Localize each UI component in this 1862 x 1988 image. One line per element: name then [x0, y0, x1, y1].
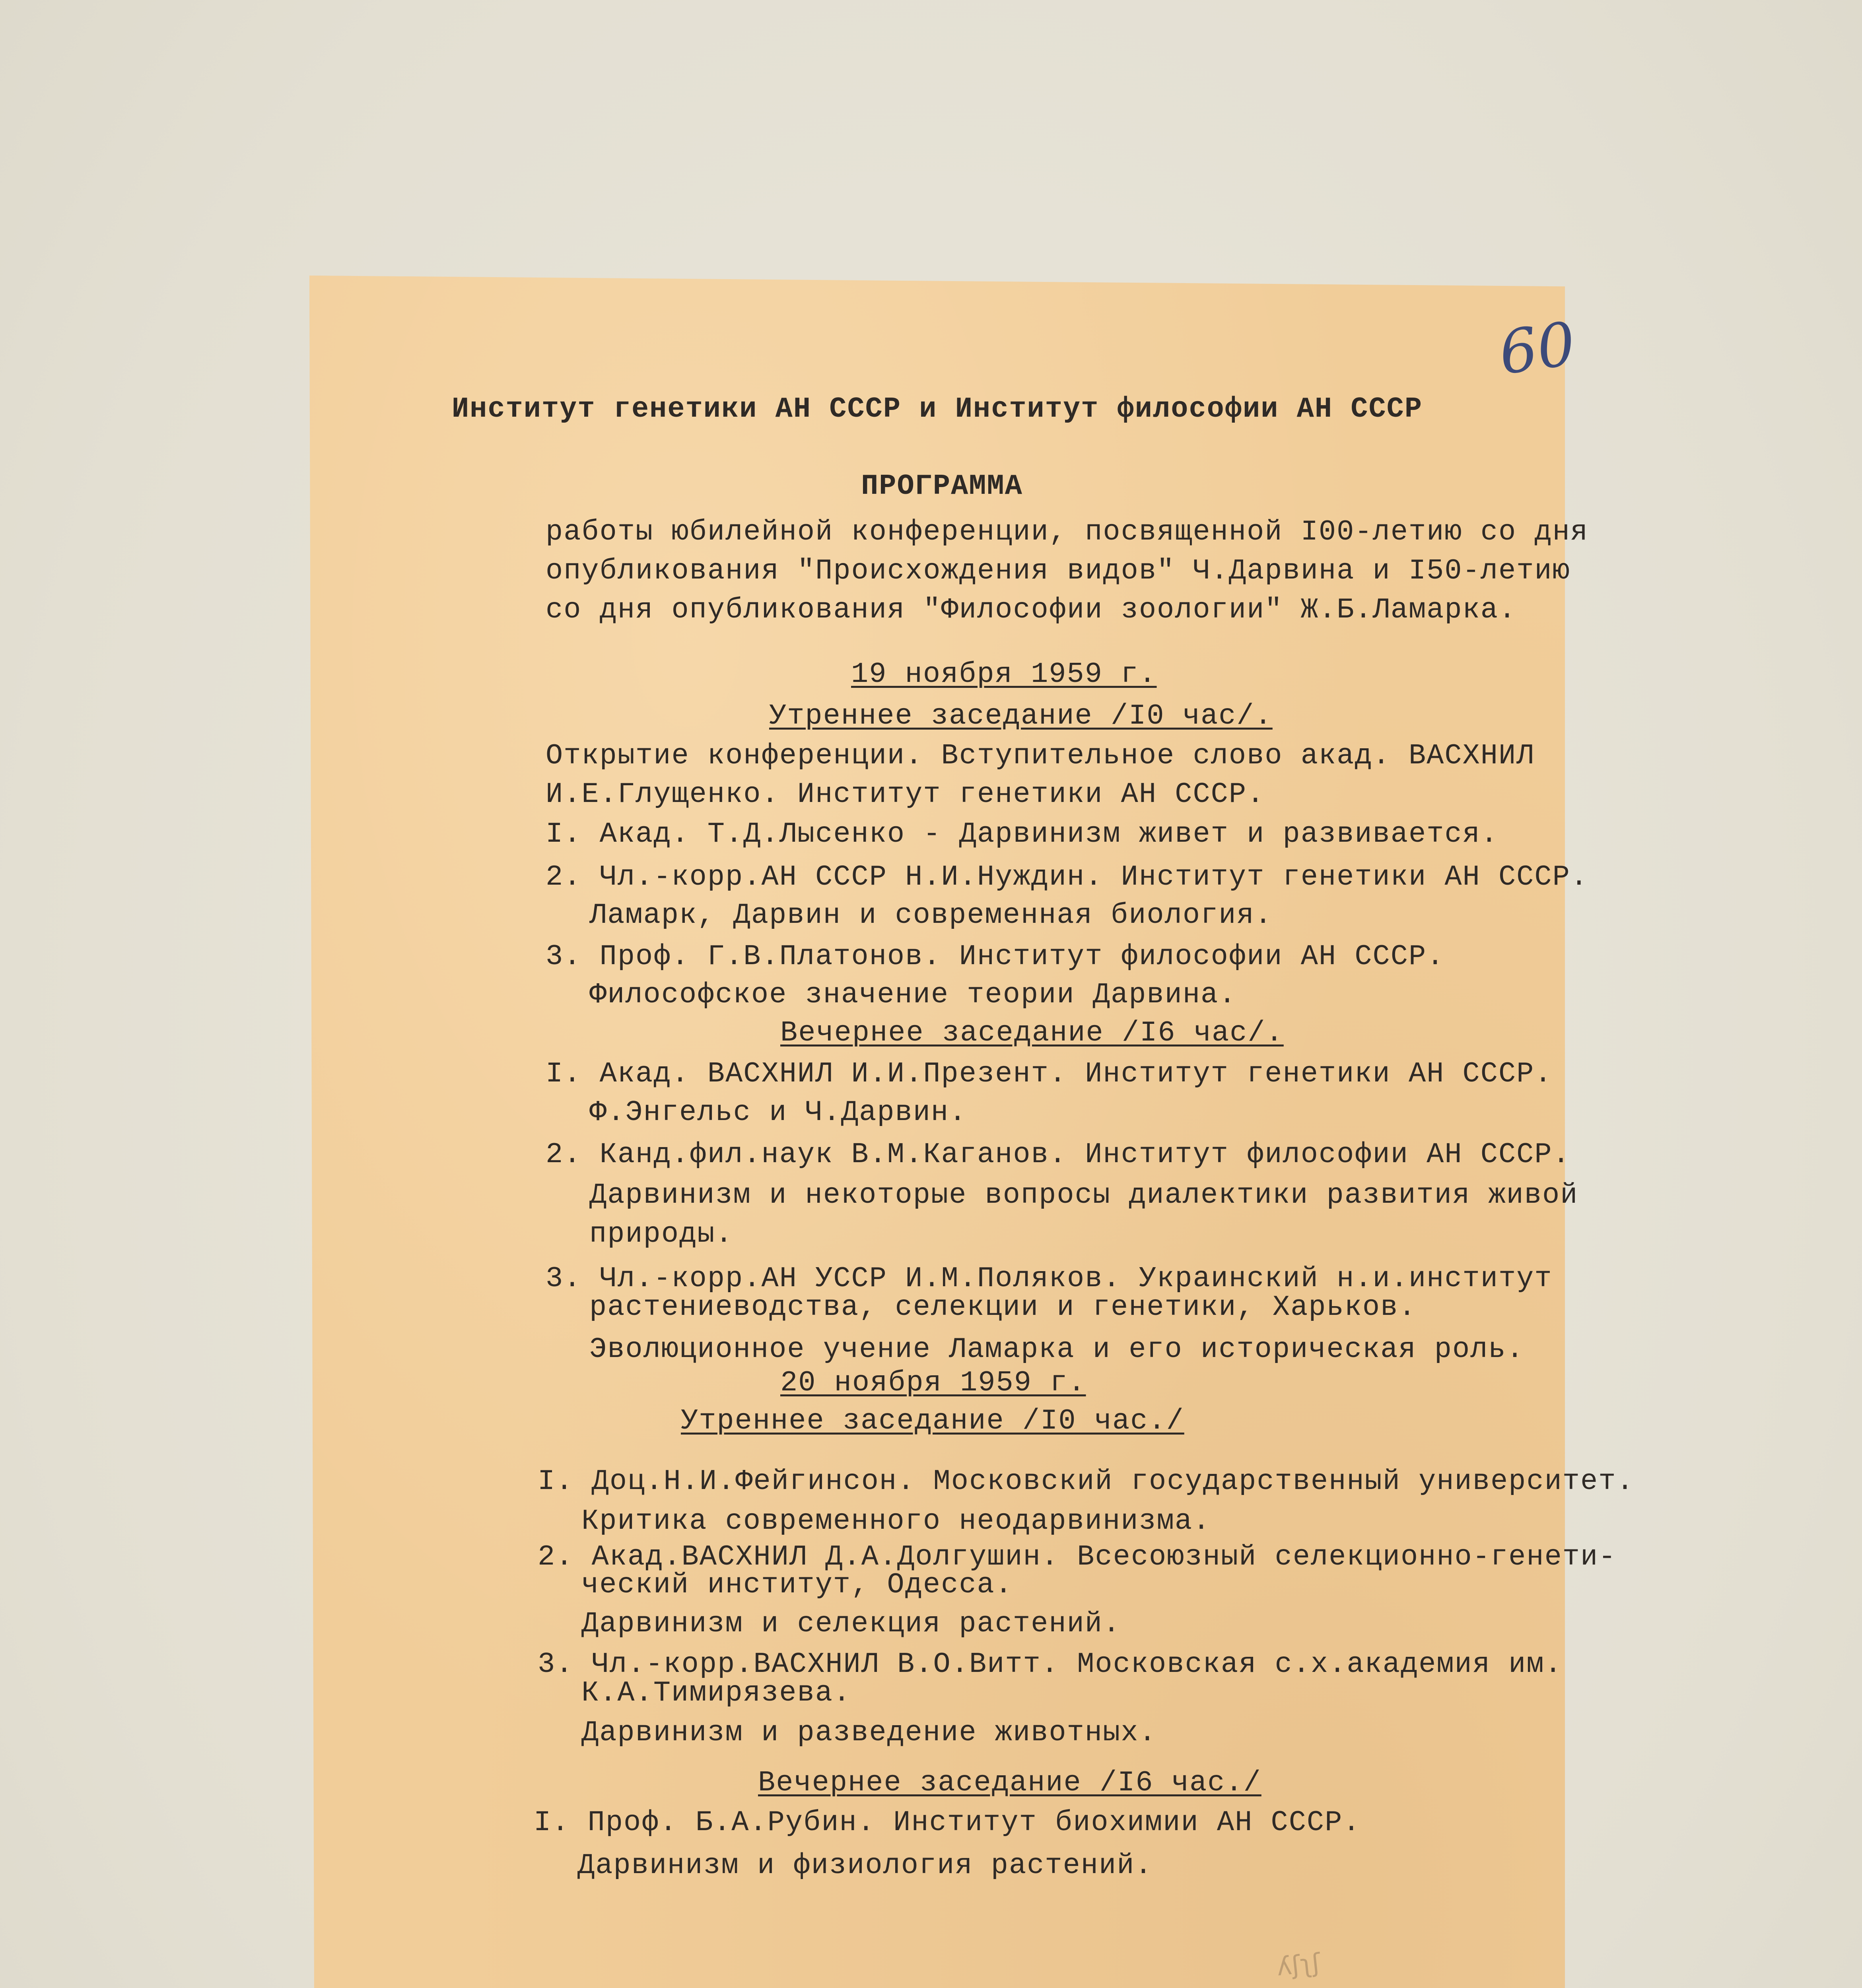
subtitle-line-2: опубликования "Происхождения видов" Ч.Дарвина и I50-летию — [546, 555, 1570, 587]
day2-morning-item-2-line-1: 2. Акад.ВАСХНИЛ Д.А.Долгушин. Всесоюзный селекционно-генети- — [538, 1541, 1617, 1573]
opening-line-1: Открытие конференции. Вступительное слово акад. ВАСХНИЛ — [546, 740, 1535, 772]
day2-morning-item-2-line-2: ческий институт, Одесса. — [581, 1569, 1013, 1601]
day1-evening-item-2-line-1: 2. Канд.фил.наук В.М.Каганов. Институт философии АН СССР. — [546, 1138, 1570, 1171]
day1-morning-heading: Утреннее заседание /I0 час/. — [769, 700, 1273, 732]
day1-morning-item-2-line-1: 2. Чл.-корр.АН СССР Н.И.Нуждин. Институт генетики АН СССР. — [546, 861, 1589, 893]
day1-morning-item-2-line-2: Ламарк, Дарвин и современная биология. — [589, 899, 1273, 932]
day2-morning-item-3-line-3: Дарвинизм и разведение животных. — [581, 1716, 1157, 1749]
day1-morning-item-3-line-1: 3. Проф. Г.В.Платонов. Институт философии АН СССР. — [546, 940, 1445, 973]
subtitle-line-1: работы юбилейной конференции, посвященной I00-летию со дня — [546, 516, 1589, 548]
day2-morning-item-3-line-2: К.А.Тимирязева. — [581, 1677, 851, 1709]
day2-evening-item-1-line-1: I. Проф. Б.А.Рубин. Институт биохимии АН СССР. — [534, 1806, 1361, 1839]
opening-line-2: И.Е.Глущенко. Институт генетики АН СССР. — [546, 778, 1265, 811]
folio-number: 60 — [1495, 309, 1580, 388]
day2-morning-heading: Утреннее заседание /I0 час./ — [681, 1405, 1184, 1437]
day1-morning-item-1: I. Акад. Т.Д.Лысенко - Дарвинизм живет и развивается. — [546, 818, 1499, 850]
day1-evening-heading: Вечернее заседание /I6 час/. — [780, 1017, 1284, 1049]
subtitle-line-3: со дня опубликования "Философии зоологии" Ж.Б.Ламарка. — [546, 594, 1517, 626]
document-title: ПРОГРАММА — [861, 470, 1023, 503]
day2-evening-heading: Вечернее заседание /I6 час./ — [758, 1767, 1261, 1799]
day1-date: 19 ноября 1959 г. — [851, 658, 1157, 691]
day2-evening-item-1-line-2: Дарвинизм и физиология растений. — [577, 1849, 1153, 1882]
day1-evening-item-2-line-3: природы. — [589, 1218, 733, 1250]
day2-morning-item-2-line-3: Дарвинизм и селекция растений. — [581, 1607, 1121, 1640]
day1-evening-item-2-line-2: Дарвинизм и некоторые вопросы диалектики развития живой — [589, 1179, 1578, 1211]
day1-evening-item-1-line-2: Ф.Энгельс и Ч.Дарвин. — [589, 1096, 967, 1129]
day2-morning-item-1-line-1: I. Доц.Н.И.Фейгинсон. Московский государственный университет. — [538, 1465, 1635, 1498]
day2-morning-item-1-line-2: Критика современного неодарвинизма. — [581, 1505, 1211, 1538]
day1-evening-item-3-line-1: 3. Чл.-корр.АН УССР И.М.Поляков. Украинский н.и.институт — [546, 1262, 1553, 1295]
day1-evening-item-1-line-1: I. Акад. ВАСХНИЛ И.И.Презент. Институт генетики АН СССР. — [546, 1058, 1553, 1090]
day1-evening-item-3-line-3: Эволюционное учение Ламарка и его историческая роль. — [589, 1333, 1524, 1366]
day1-evening-item-3-line-2: растениеводства, селекции и генетики, Харьков. — [589, 1291, 1417, 1324]
day2-morning-item-3-line-1: 3. Чл.-корр.ВАСХНИЛ В.О.Витт. Московская с.х.академия им. — [538, 1648, 1563, 1681]
institutes-header: Институт генетики АН СССР и Институт философии АН СССР — [451, 393, 1423, 425]
pencil-mark: ʎʃʅʃ — [1275, 1948, 1322, 1982]
day1-morning-item-3-line-2: Философское значение теории Дарвина. — [589, 978, 1237, 1011]
day2-date: 20 ноября 1959 г. — [780, 1367, 1086, 1399]
